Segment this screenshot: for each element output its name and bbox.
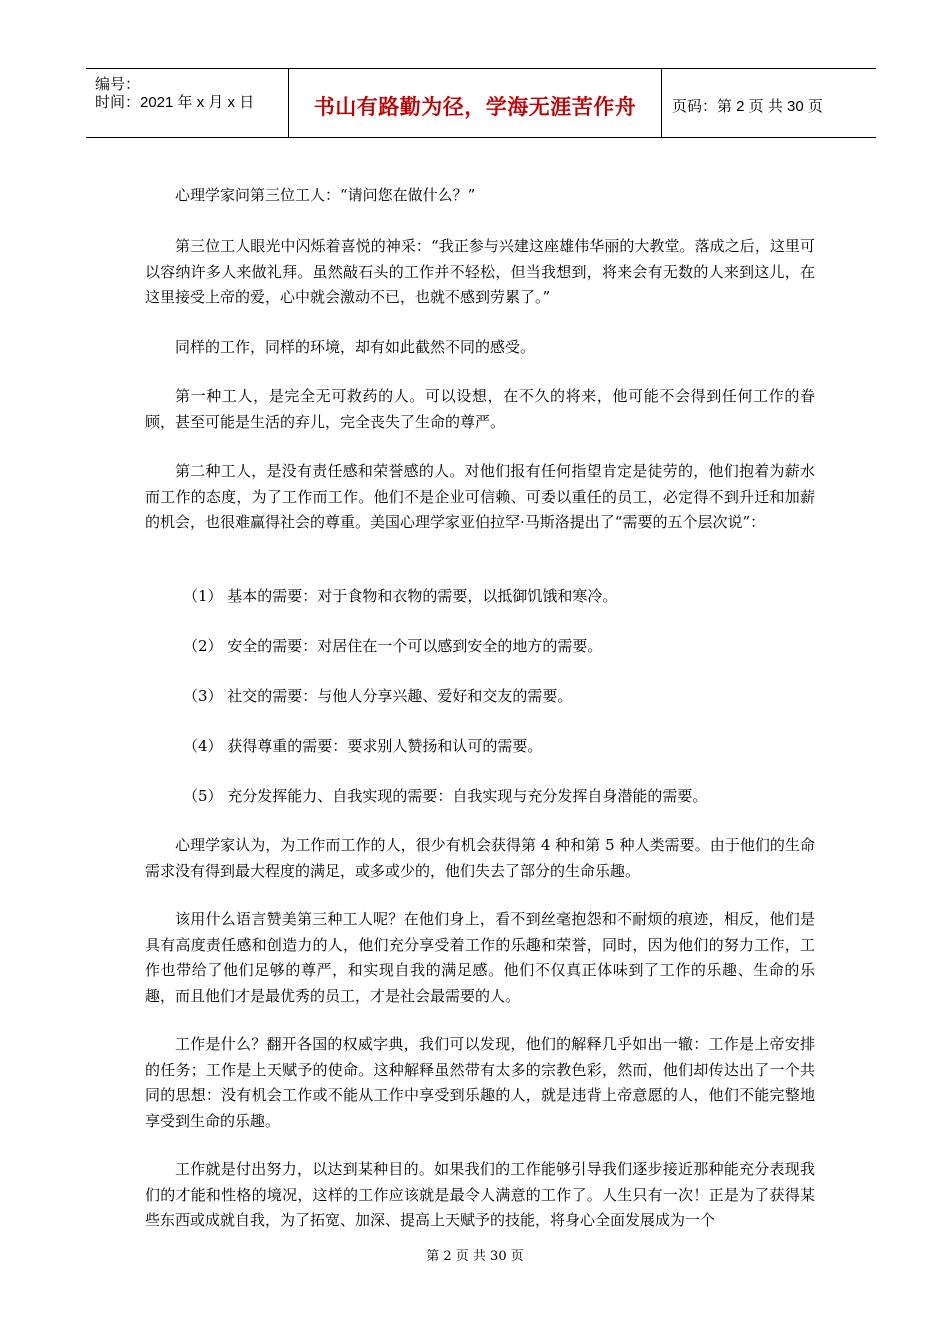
list-item: （5） 充分发挥能力、自我实现的需要：自我实现与充分发挥自身潜能的需要。: [183, 787, 708, 805]
paragraph: 工作就是付出努力，以达到某种目的。如果我们的工作能够引导我们逐步接近那种能充分表现我们的才能和性格的境况，这样的工作应该就是最令人满意的工作了。人生只有一次！正是为了获得某些东西或成就自我，为了拓宽、加深、提高上天赋予的技能，将身心全面发展成为一个: [145, 1160, 815, 1229]
list-item: （4） 获得尊重的需要：要求别人赞扬和认可的需要。: [183, 737, 543, 755]
date-label: 时间：2021 年 x 月 x 日: [95, 94, 255, 111]
list-item: （3） 社交的需要：与他人分享兴趣、爱好和交友的需要。: [183, 687, 573, 705]
header-meta-cell: [86, 69, 289, 137]
paragraph: 心理学家问第三位工人：“请问您在做什么？”: [175, 186, 476, 204]
paragraph: 第三位工人眼光中闪烁着喜悦的神采：“我正参与兴建这座雄伟华丽的大教堂。落成之后，这里可以容纳许多人来做礼拜。虽然敲石头的工作并不轻松，但当我想到，将来会有无数的人来到这儿，在这里接受上帝的爱，心中就会激动不已，也就不感到劳累了。”: [145, 237, 815, 306]
header-page-number: 页码：第 2 页 共 30 页: [672, 98, 823, 115]
header-motto: 书山有路勤为径，学海无涯苦作舟: [313, 95, 637, 119]
list-item: （1） 基本的需要：对于食物和衣物的需要，以抵御饥饿和寒冷。: [183, 587, 618, 605]
header-motto-cell: [289, 69, 662, 137]
paragraph: 该用什么语言赞美第三种工人呢？在他们身上，看不到丝毫抱怨和不耐烦的痕迹，相反，他们是具有高度责任感和创造力的人，他们充分享受着工作的乐趣和荣誉，同时，因为他们的努力工作，工作也带给了他们足够的尊严，和实现自我的满足感。他们不仅真正体味到了工作的乐趣、生命的乐趣，而且他们才是最优秀的员工，才是社会最需要的人。: [145, 910, 815, 1005]
paragraph: 工作是什么？翻开各国的权威字典，我们可以发现，他们的解释几乎如出一辙：工作是上帝安排的任务；工作是上天赋予的使命。这种解释虽然带有太多的宗教色彩，然而，他们却传达出了一个共同的思想：没有机会工作或不能从工作中享受到乐趣的人，就是违背上帝意愿的人，他们不能完整地享受到生命的乐趣。: [145, 1035, 815, 1130]
header-page-cell: [662, 69, 876, 137]
serial-number-label: 编号：: [95, 76, 141, 93]
paragraph: 同样的工作，同样的环境，却有如此截然不同的感受。: [175, 338, 536, 356]
paragraph: 心理学家认为，为工作而工作的人，很少有机会获得第 4 种和第 5 种人类需要。由于他们的生命需求没有得到最大程度的满足，或多或少的，他们失去了部分的生命乐趣。: [145, 836, 815, 880]
paragraph: 第二种工人，是没有责任感和荣誉感的人。对他们报有任何指望肯定是徒劳的，他们抱着为薪水而工作的态度，为了工作而工作。他们不是企业可信赖、可委以重任的员工，必定得不到升迁和加薪的机会，也很难赢得社会的尊重。美国心理学家亚伯拉罕·马斯洛提出了“需要的五个层次说”：: [145, 462, 815, 531]
list-item: （2） 安全的需要：对居住在一个可以感到安全的地方的需要。: [183, 637, 603, 655]
page-footer: 第 2 页 共 30 页: [426, 1249, 524, 1264]
paragraph: 第一种工人，是完全无可救药的人。可以设想，在不久的将来，他可能不会得到任何工作的眷顾，甚至可能是生活的弃儿，完全丧失了生命的尊严。: [145, 387, 815, 431]
page-header: [86, 68, 876, 138]
